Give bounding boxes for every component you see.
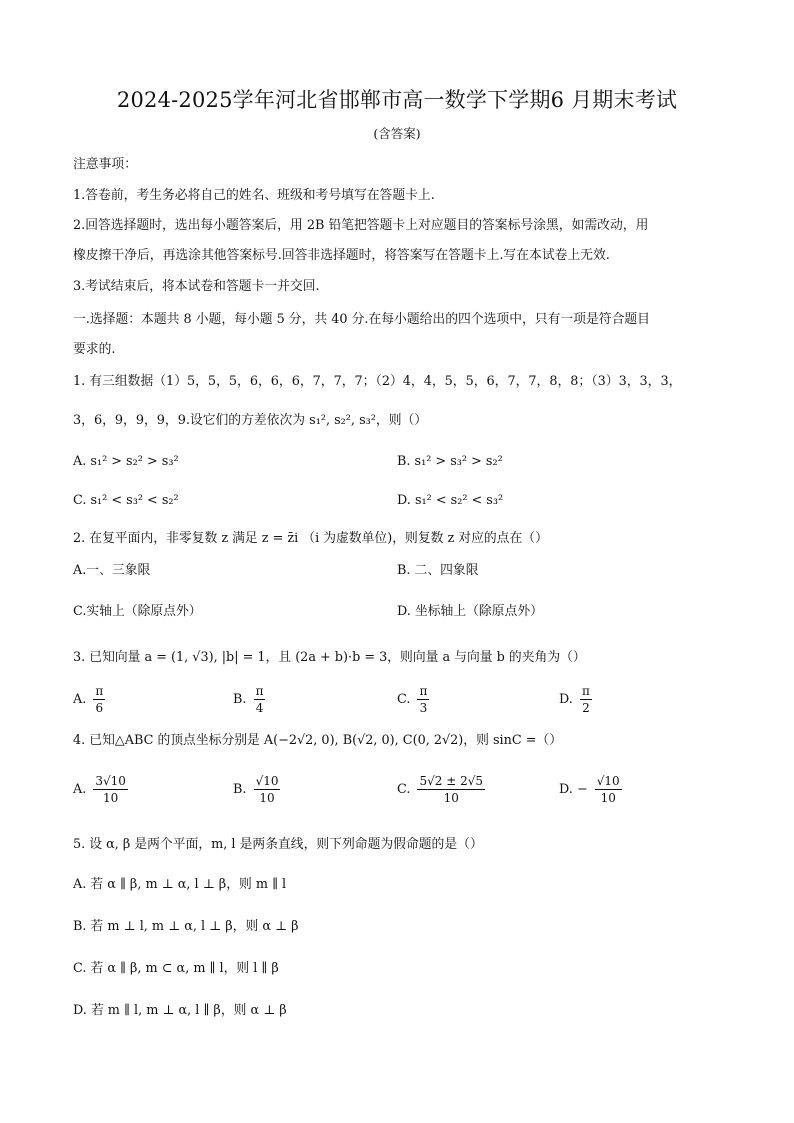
fraction: $\frac{\pi}{4}$: [255, 684, 264, 715]
q2-option-a: A.一、三象限: [73, 563, 151, 578]
q5-option-c: C. 若 α ∥ β, m ⊂ α, m ∥ l，则 l ∥ β: [73, 961, 279, 976]
q4-option-d: D. − $\frac{√10}{10}$: [559, 774, 620, 805]
page-subtitle: (含答案): [373, 126, 421, 141]
q1-option-a: A. s₁² > s₂² > s₃²: [73, 454, 179, 469]
q5-option-a: A. 若 α ∥ β, m ⊥ α, l ⊥ β，则 m ∥ l: [73, 877, 287, 892]
q2-option-b: B. 二、四象限: [397, 563, 479, 578]
notice-heading: 注意事项：: [73, 157, 137, 172]
fraction: $\frac{\pi}{2}$: [581, 684, 590, 715]
q1-option-d: D. s₁² < s₂² < s₃²: [397, 493, 504, 508]
q3-option-b: B. $\frac{\pi}{4}$: [233, 684, 264, 715]
q5-option-b: B. 若 m ⊥ l, m ⊥ α, l ⊥ β，则 α ⊥ β: [73, 919, 299, 934]
fraction: $\frac{\pi}{6}$: [95, 684, 104, 715]
q1-option-b: B. s₁² > s₃² > s₂²: [397, 454, 503, 469]
q1-stem-line-1: 1. 有三组数据（1）5，5，5，6，6，6，7，7，7；（2）4，4，5，5，6，7，7，8，8；（3）3，3，3，: [73, 374, 682, 389]
q3-option-d: D. $\frac{\pi}{2}$: [559, 684, 590, 715]
notice-item-3: 3.考试结束后，将本试卷和答题卡一并交回.: [73, 279, 320, 294]
section-heading-a: 一.选择题：本题共 8 小题，每小题 5 分，共 40 分.在每小题给出的四个选项中，只有一项是符合题目: [73, 312, 650, 327]
notice-item-2b: 橡皮擦干净后，再选涂其他答案标号.回答非选择题时，将答案写在答题卡上.写在本试卷上无效.: [73, 248, 610, 263]
fraction: $\frac{5√2 \pm 2√5}{10}$: [419, 774, 483, 805]
q3-stem: 3. 已知向量 a = (1, √3), |b| = 1，且 (2a + b)·b = 3，则向量 a 与向量 b 的夹角为（）: [73, 650, 586, 665]
q3-option-c: C. $\frac{\pi}{3}$: [397, 684, 428, 715]
q4-option-a: A. $\frac{3√10}{10}$: [73, 774, 126, 805]
q4-option-c: C. $\frac{5√2 \pm 2√5}{10}$: [397, 774, 483, 805]
fraction: $\frac{3√10}{10}$: [95, 774, 126, 805]
page-title: 2024-2025学年河北省邯郸市高一数学下学期6 月期末考试: [116, 88, 678, 112]
fraction: $\frac{√10}{10}$: [255, 774, 279, 805]
q3-option-a: A. $\frac{\pi}{6}$: [73, 684, 104, 715]
notice-item-1: 1.答卷前，考生务必将自己的姓名、班级和考号填写在答题卡上.: [73, 188, 435, 203]
section-heading-b: 要求的.: [73, 342, 116, 357]
fraction: $\frac{\pi}{3}$: [419, 684, 428, 715]
q2-option-c: C.实轴上（除原点外）: [73, 604, 202, 619]
q5-option-d: D. 若 m ∥ l, m ⊥ α, l ∥ β，则 α ⊥ β: [73, 1003, 287, 1018]
q5-stem: 5. 设 α, β 是两个平面，m, l 是两条直线，则下列命题为假命题的是（）: [73, 837, 483, 852]
q1-option-c: C. s₁² < s₃² < s₂²: [73, 493, 179, 508]
q2-option-d: D. 坐标轴上（除原点外）: [397, 604, 543, 619]
q1-stem-line-2: 3，6，9，9，9，9.设它们的方差依次为 s₁², s₂², s₃²，则（）: [73, 413, 428, 428]
notice-item-2a: 2.回答选择题时，选出每小题答案后，用 2B 铅笔把答题卡上对应题目的答案标号涂黑，如需改动，用: [73, 218, 649, 233]
q2-stem: 2. 在复平面内，非零复数 z 满足 z = z̄i （i 为虚数单位)，则复数 z 对应的点在（）: [73, 531, 548, 546]
fraction: $\frac{√10}{10}$: [596, 774, 620, 805]
q4-option-b: B. $\frac{√10}{10}$: [233, 774, 279, 805]
q4-stem: 4. 已知△ABC 的顶点坐标分别是 A(−2√2, 0), B(√2, 0), C(0, 2√2)，则 sinC =（）: [73, 733, 563, 748]
